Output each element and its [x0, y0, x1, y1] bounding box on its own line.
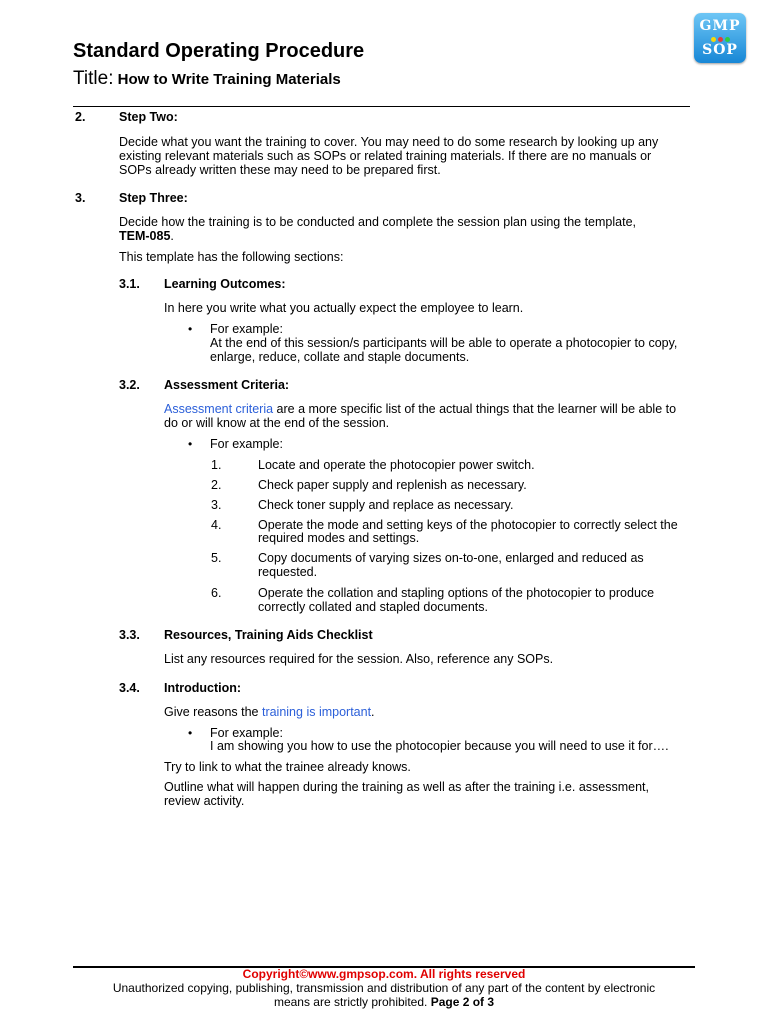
- document-title: Title: How to Write Training Materials: [73, 68, 341, 89]
- section-3-2-intro-line2: do or will know at the end of the session.: [164, 416, 390, 430]
- section-3-4-heading: Introduction:: [164, 681, 242, 695]
- section-3-3-heading: Resources, Training Aids Checklist: [164, 628, 373, 642]
- section-3-1-number: 3.1.: [119, 277, 140, 291]
- step-3-template-ref: TEM-085.: [119, 229, 174, 243]
- list-item-number: 3.: [211, 498, 222, 512]
- list-item-text: Copy documents of varying sizes on-to-one, enlarged and reduced as: [258, 551, 644, 565]
- footer-disclaimer: [80, 981, 688, 1009]
- section-3-1-example-line1: At the end of this session/s participants will be able to operate a photocopier to copy,: [210, 336, 678, 350]
- list-item-number: 4.: [211, 518, 222, 532]
- footer-line1: Unauthorized copying, publishing, transmission and distribution of any part of the content by electronic: [112, 981, 656, 995]
- list-item-number: 6.: [211, 586, 222, 600]
- list-item-text-cont: requested.: [258, 565, 318, 579]
- section-3-4-example-label: For example:: [210, 726, 283, 740]
- step-3-para-line1: Decide how the training is to be conducted and complete the session plan using the template,: [119, 215, 636, 229]
- section-3-4-reasons: Give reasons the training is important.: [164, 705, 375, 719]
- title-text: How to Write Training Materials: [113, 71, 341, 88]
- section-3-2-number: 3.2.: [119, 378, 140, 392]
- section-3-1-example-label: For example:: [210, 322, 283, 336]
- header-divider: [73, 106, 690, 107]
- section-3-4-link-para: Try to link to what the trainee already knows.: [164, 760, 411, 774]
- training-important-link[interactable]: training is important: [261, 705, 372, 719]
- list-item-text-cont: correctly collated and stapled documents.: [258, 600, 488, 614]
- footer-line2: means are strictly prohibited. Page 2 of 3: [273, 995, 495, 1009]
- list-item-number: 1.: [211, 458, 222, 472]
- list-item-text: Check paper supply and replenish as necessary.: [258, 478, 527, 492]
- template-code: TEM-085: [119, 229, 171, 243]
- list-item-text-cont: required modes and settings.: [258, 531, 420, 545]
- section-3-4-example-line1: I am showing you how to use the photocopier because you will need to use it for….: [210, 739, 669, 753]
- section-3-2-heading: Assessment Criteria:: [164, 378, 290, 392]
- section-3-2-intro-line1: Assessment criteria are a more specific list of the actual things that the learner will be able to: [164, 402, 677, 416]
- section-3-4-outline-line2: review activity.: [164, 794, 245, 808]
- list-item-number: 2.: [211, 478, 222, 492]
- list-item-number: 5.: [211, 551, 222, 565]
- section-3-1-example-line2: enlarge, reduce, collate and staple documents.: [210, 350, 470, 364]
- section-3-1-intro: In here you write what you actually expect the employee to learn.: [164, 301, 524, 315]
- step-2-heading: Step Two:: [119, 110, 178, 124]
- assessment-criteria-link[interactable]: Assessment criteria: [164, 402, 274, 416]
- list-item-text: Locate and operate the photocopier power switch.: [258, 458, 535, 472]
- section-3-1-heading: Learning Outcomes:: [164, 277, 286, 291]
- step-3-number: 3.: [75, 191, 86, 205]
- step-3-heading: Step Three:: [119, 191, 188, 205]
- page-number: Page 2 of 3: [430, 995, 495, 1009]
- list-item-text: Operate the collation and stapling options of the photocopier to produce: [258, 586, 655, 600]
- copyright-notice: Copyright©www.gmpsop.com. All rights reserved: [242, 967, 526, 981]
- bullet-icon: •: [188, 322, 193, 336]
- section-3-3-number: 3.3.: [119, 628, 140, 642]
- step-2-para-line1: Decide what you want the training to cover. You may need to do some research by looking up any: [119, 135, 659, 149]
- bullet-icon: •: [188, 437, 193, 451]
- list-item-text: Check toner supply and replace as necessary.: [258, 498, 514, 512]
- list-item-text: Operate the mode and setting keys of the photocopier to correctly select the: [258, 518, 678, 532]
- step-3-sections-intro: This template has the following sections:: [119, 250, 344, 264]
- section-3-2-example-label: For example:: [210, 437, 283, 451]
- section-3-3-para: List any resources required for the session. Also, reference any SOPs.: [164, 652, 554, 666]
- section-3-4-outline-line1: Outline what will happen during the training as well as after the training i.e. assessment,: [164, 780, 649, 794]
- section-3-4-number: 3.4.: [119, 681, 140, 695]
- logo-text-gmp: GMP: [699, 18, 741, 34]
- logo-text-sop: SOP: [702, 42, 738, 58]
- bullet-icon: •: [188, 726, 193, 740]
- step-2-para-line2: existing relevant materials such as SOPs or related training materials. If there are no manuals or: [119, 149, 652, 163]
- step-2-para-line3: SOPs already written these may need to be prepared first.: [119, 163, 441, 177]
- gmp-sop-logo: [694, 13, 746, 63]
- title-label: Title: [73, 68, 109, 89]
- document-type-heading: Standard Operating Procedure: [73, 40, 365, 62]
- step-2-number: 2.: [75, 110, 86, 124]
